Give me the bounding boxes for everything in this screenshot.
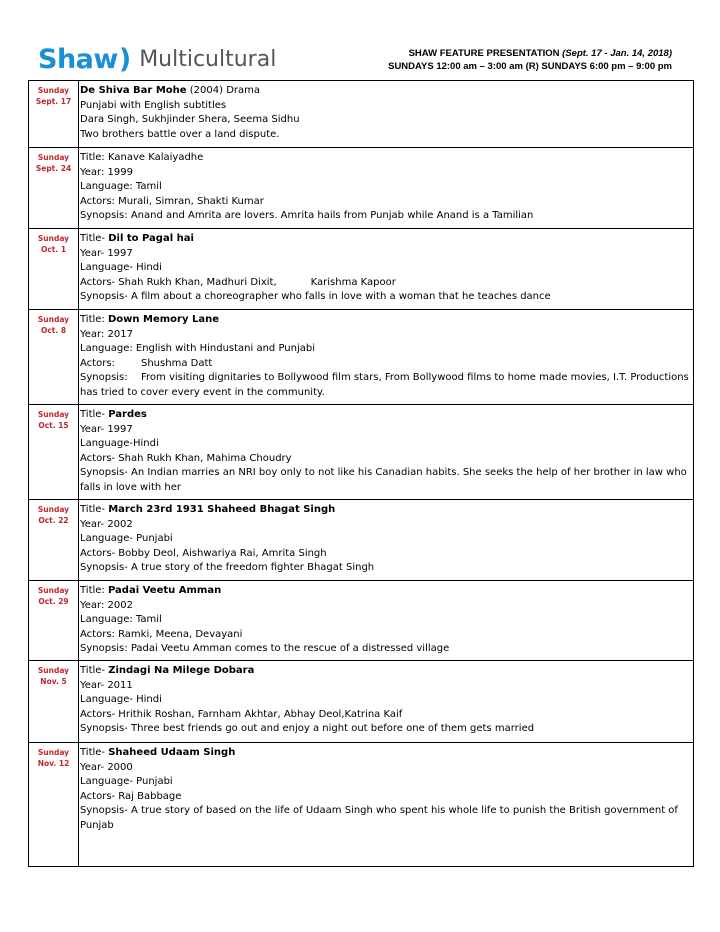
movie-language: Language: English with Hindustani and Punjabi	[80, 343, 316, 355]
movie-actors: Actors: Murali, Simran, Shakti Kumar	[80, 195, 264, 207]
day-label: Sunday	[37, 315, 70, 324]
date-label: Oct. 1	[40, 245, 67, 254]
movie-synopsis: Synopsis: From visiting dignitaries to Bollywood film stars, From Bollywood films to home made movies, I.T. Productions has tried to cover every event in the community.	[80, 372, 689, 398]
movie-title: Dil to Pagal hai	[108, 233, 194, 244]
day-label: Sunday	[37, 666, 70, 675]
date-label: Nov. 5	[40, 677, 67, 686]
title-label: Title-	[80, 665, 109, 676]
movie-title: Zindagi Na Milege Dobara	[108, 665, 255, 676]
movie-info	[80, 503, 689, 576]
header-times: SUNDAYS 12:00 am – 3:00 am (R) SUNDAYS 6:00 pm – 9:00 pm	[388, 61, 672, 72]
movie-language: Language- Punjabi	[80, 776, 173, 788]
schedule-table	[28, 80, 694, 867]
movie-title: Shaheed Udaam Singh	[108, 747, 236, 758]
date-label: Nov. 12	[37, 759, 70, 768]
movie-language: Language: Tamil	[80, 181, 162, 193]
movie-synopsis: Synopsis- An Indian marries an NRI boy only to not like his Canadian habits. She seeks the help of her brother in law who falls in love with her	[80, 467, 687, 493]
movie-synopsis: Synopsis: Anand and Amrita are lovers. Amrita hails from Punjab while Anand is a Tamilian	[80, 210, 534, 222]
header-title: SHAW FEATURE PRESENTATION	[408, 48, 560, 59]
movie-year: Year: 1999	[80, 166, 133, 178]
title-label: Title:	[80, 314, 108, 325]
title-label: Title-	[80, 233, 109, 244]
schedule-row	[29, 500, 693, 581]
movie-actors: Actors- Bobby Deol, Aishwariya Rai, Amrita Singh	[80, 547, 327, 559]
movie-info	[80, 408, 689, 496]
movie-actors: Dara Singh, Sukhjinder Shera, Seema Sidhu	[80, 114, 300, 126]
date-cell	[29, 405, 79, 499]
schedule-row	[29, 229, 693, 310]
schedule-row	[29, 661, 693, 743]
date-cell	[29, 81, 79, 147]
movie-year: Year: 2017	[80, 328, 133, 340]
day-label: Sunday	[37, 234, 70, 243]
title-label: Title-	[80, 747, 109, 758]
day-label: Sunday	[37, 153, 70, 162]
movie-title: Pardes	[108, 409, 147, 420]
movie-title: March 23rd 1931 Shaheed Bhagat Singh	[108, 504, 336, 515]
date-label: Sept. 24	[35, 164, 72, 173]
movie-info	[80, 232, 689, 305]
schedule-row	[29, 581, 693, 661]
movie-info	[80, 313, 689, 401]
date-label: Oct. 15	[38, 421, 69, 430]
title-label: Title:	[80, 585, 108, 596]
movie-title: De Shiva Bar Mohe	[80, 85, 187, 96]
movie-info	[80, 151, 689, 224]
day-label: Sunday	[37, 586, 70, 595]
movie-synopsis: Synopsis- Three best friends go out and enjoy a night out before one of them gets married	[80, 723, 535, 735]
movie-language: Language-Hindi	[80, 438, 159, 450]
schedule-row	[29, 405, 693, 500]
movie-synopsis: Synopsis- A true story of based on the life of Udaam Singh who spent his whole life to punish the British government of Punjab	[80, 805, 678, 831]
date-label: Oct. 8	[40, 326, 67, 335]
logo-product: Multicultural	[139, 46, 277, 72]
movie-title-suffix: (2004) Drama	[186, 85, 260, 96]
movie-year: Year- 2011	[80, 679, 133, 691]
title-label: Title-	[80, 504, 109, 515]
date-cell	[29, 310, 79, 404]
movie-info	[80, 584, 689, 657]
movie-actors: Actors- Shah Rukh Khan, Mahima Choudry	[80, 452, 292, 464]
movie-title: Padai Veetu Amman	[107, 585, 222, 596]
movie-language: Language: Tamil	[80, 614, 162, 626]
movie-language: Language- Hindi	[80, 262, 162, 274]
logo-brand: Shaw	[38, 43, 118, 75]
title-label: Title-	[80, 409, 109, 420]
movie-year: Year- 1997	[80, 247, 133, 259]
day-label: Sunday	[37, 86, 70, 95]
date-cell	[29, 148, 79, 228]
movie-actors: Actors- Raj Babbage	[80, 790, 182, 802]
date-cell	[29, 229, 79, 309]
movie-info	[80, 84, 689, 142]
movie-info	[80, 746, 689, 834]
day-label: Sunday	[37, 748, 70, 757]
movie-actors: Actors- Shah Rukh Khan, Madhuri Dixit, Karishma Kapoor	[80, 276, 396, 288]
date-cell	[29, 581, 79, 660]
movie-year: Year- 1997	[80, 423, 133, 435]
movie-language: Punjabi with English subtitles	[80, 99, 227, 111]
schedule-row	[29, 148, 693, 229]
logo-paren: )	[118, 43, 132, 75]
date-cell	[29, 661, 79, 742]
schedule-row	[29, 743, 693, 866]
day-label: Sunday	[37, 505, 70, 514]
date-cell	[29, 500, 79, 580]
date-label: Oct. 29	[38, 597, 69, 606]
movie-title: Down Memory Lane	[107, 314, 219, 325]
movie-title: Title: Kanave Kalaiyadhe	[80, 152, 204, 163]
movie-year: Year- 2000	[80, 761, 133, 773]
shaw-multicultural-logo	[38, 42, 276, 76]
movie-info	[80, 664, 689, 737]
header-date-range: (Sept. 17 - Jan. 14, 2018)	[562, 48, 672, 59]
movie-synopsis: Synopsis: Padai Veetu Amman comes to the rescue of a distressed village	[80, 643, 450, 655]
schedule-row	[29, 81, 693, 148]
movie-synopsis: Synopsis- A true story of the freedom fighter Bhagat Singh	[80, 562, 375, 574]
movie-year: Year: 2002	[80, 599, 133, 611]
movie-year: Year- 2002	[80, 518, 133, 530]
movie-language: Language- Hindi	[80, 694, 162, 706]
movie-actors: Actors: Shushma Datt	[80, 357, 213, 369]
date-cell	[29, 743, 79, 866]
schedule-row	[29, 310, 693, 405]
movie-actors: Actors- Hrithik Roshan, Farnham Akhtar, Abhay Deol,Katrina Kaif	[80, 708, 403, 720]
day-label: Sunday	[37, 410, 70, 419]
movie-language: Language- Punjabi	[80, 533, 173, 545]
movie-synopsis: Synopsis- A film about a choreographer who falls in love with a woman that he teaches dance	[80, 291, 551, 303]
movie-actors: Actors: Ramki, Meena, Devayani	[80, 628, 243, 640]
date-label: Oct. 22	[38, 516, 69, 525]
movie-synopsis: Two brothers battle over a land dispute.	[80, 128, 280, 140]
schedule-header	[388, 47, 672, 73]
date-label: Sept. 17	[35, 97, 72, 106]
